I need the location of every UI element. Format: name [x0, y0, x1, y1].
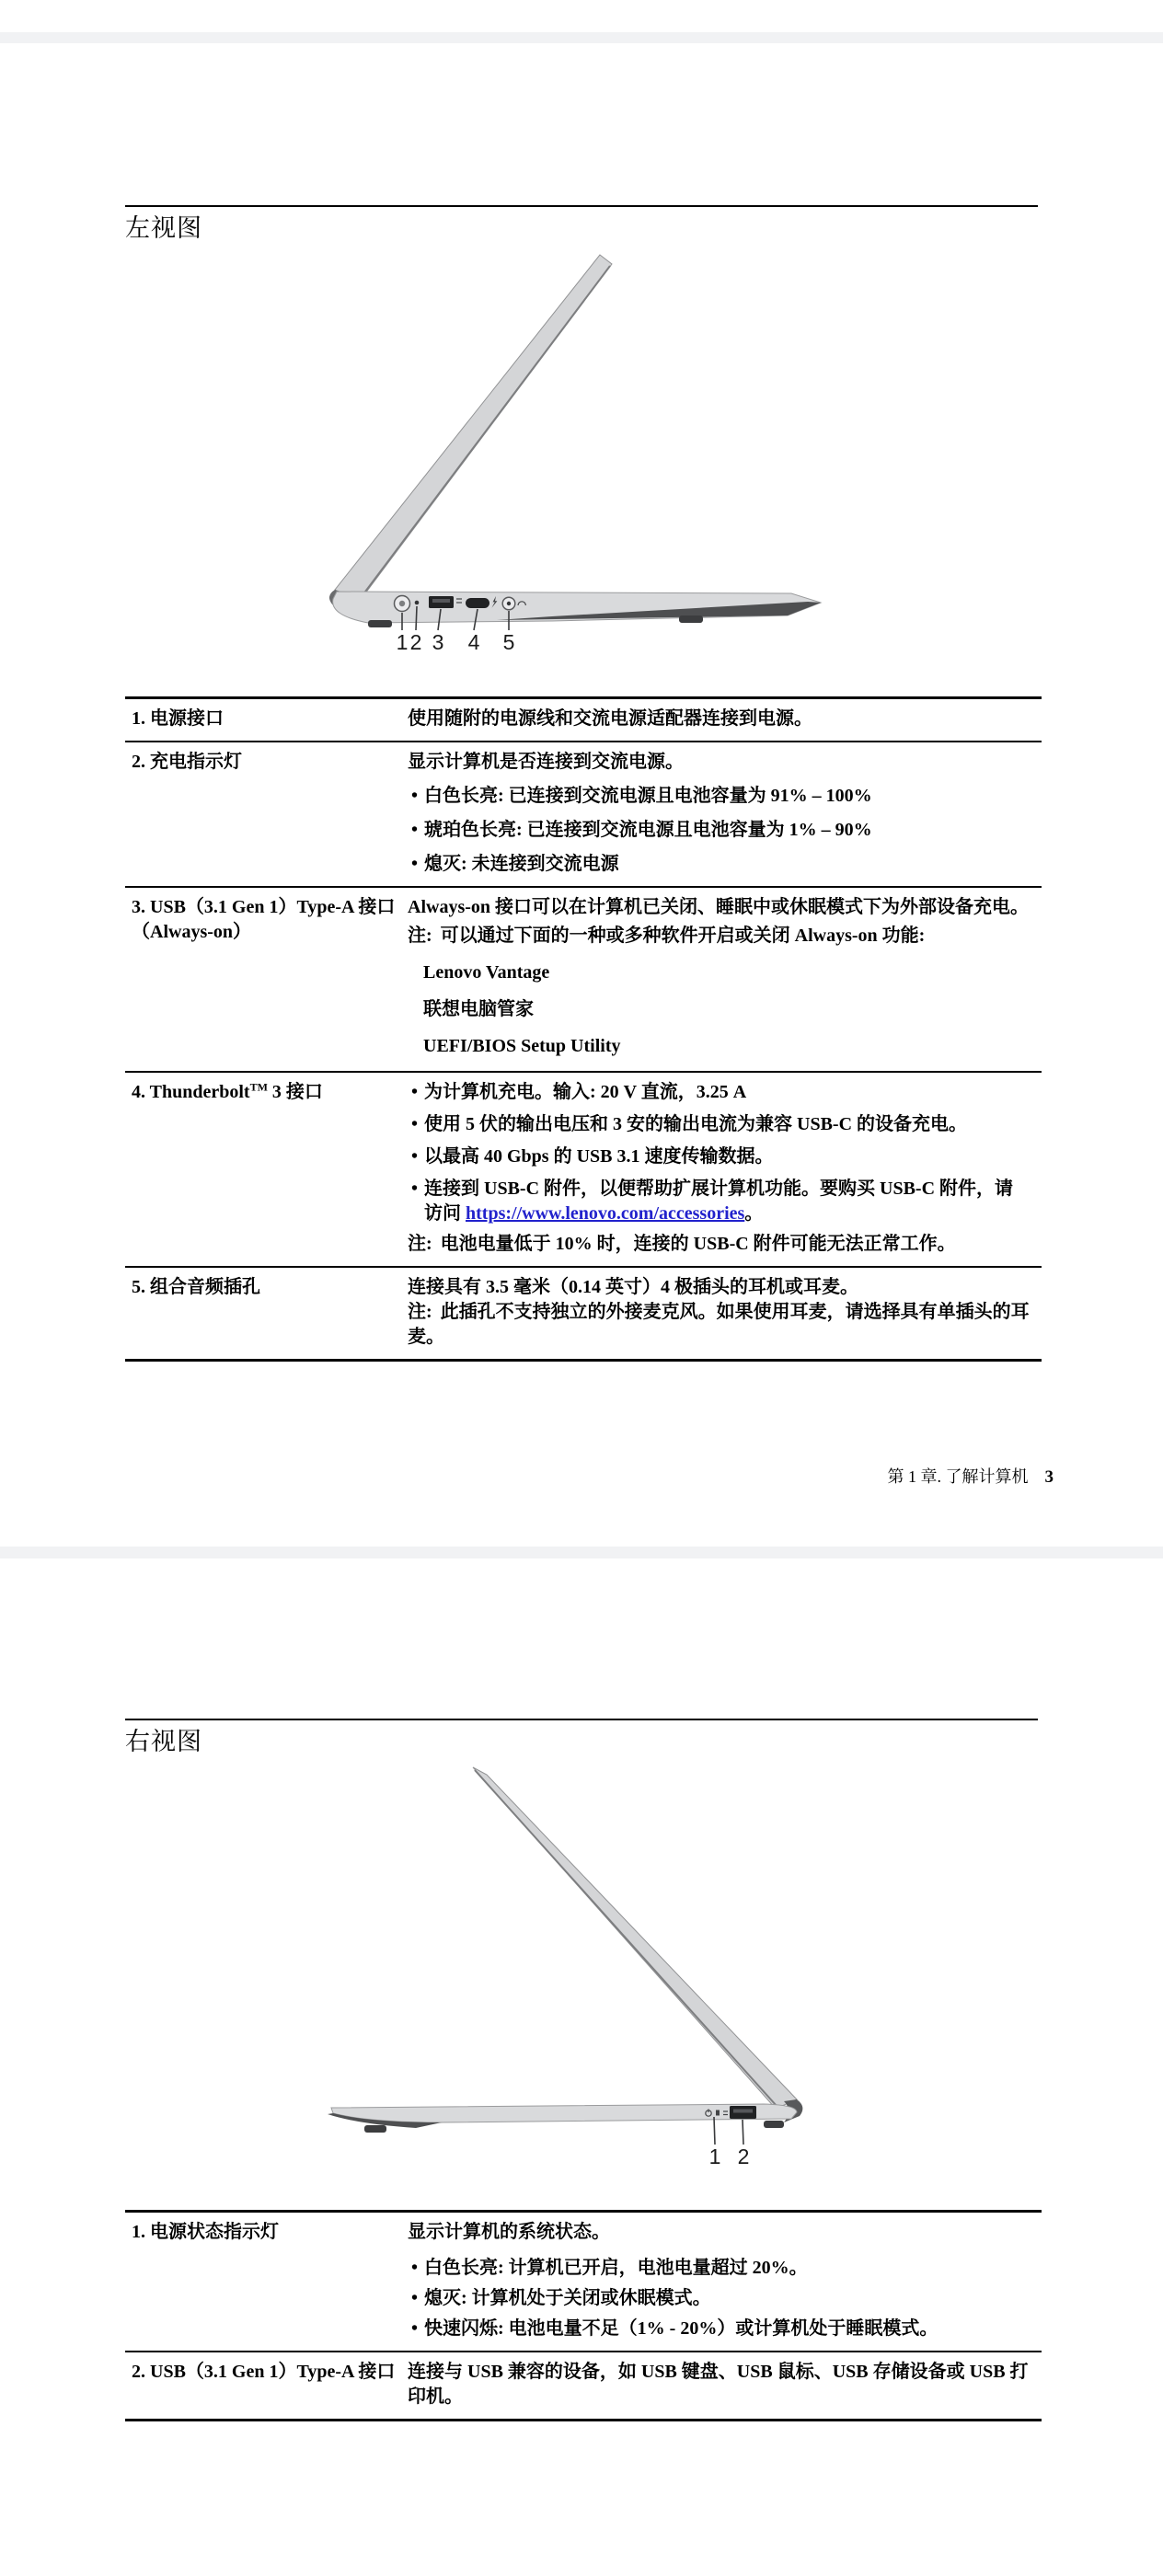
table-row	[125, 1071, 1042, 1266]
note-line: 注: 此插孔不支持独立的外接麦克风。如果使用耳麦，请选择具有单插头的耳麦。	[408, 1302, 1030, 1347]
row-description	[408, 888, 1042, 1071]
battery-led	[716, 2110, 720, 2116]
description-text: 使用随附的电源线和交流电源适配器连接到电源。	[408, 708, 812, 729]
callout-4: 4	[467, 630, 480, 654]
software-option: UEFI/BIOS Setup Utility	[423, 1036, 621, 1056]
page-separator-middle	[0, 1547, 1163, 1558]
description-text: 显示计算机的系统状态。	[408, 2222, 610, 2242]
row-description	[408, 1073, 1042, 1266]
row-label: 5. 组合音频插孔	[132, 1277, 260, 1297]
bullet-icon: •	[411, 820, 419, 840]
right-view-figure	[304, 1743, 929, 2168]
table-row	[125, 886, 1042, 1071]
footer-chapter-title: 第 1 章. 了解计算机	[887, 1467, 1029, 1486]
bullet-icon: •	[411, 786, 419, 806]
row-label: 2. 充电指示灯	[132, 752, 242, 772]
note-line: 注: 可以通过下面的一种或多种软件开启或关闭 Always-on 功能:	[408, 926, 926, 946]
lenovo-accessories-link[interactable]: https://www.lenovo.com/accessories	[466, 1203, 745, 1224]
list-item: • 白色长亮: 计算机已开启，电池电量超过 20%。	[408, 2256, 1036, 2281]
list-item: • 熄灭: 未连接到交流电源	[408, 852, 1036, 877]
callout-2: 2	[409, 630, 422, 654]
row-label: 4. Thunderbolt™ 3 接口	[132, 1080, 323, 1102]
laptop-lid	[335, 255, 612, 604]
bullet-icon: •	[411, 1179, 419, 1199]
list-item: • 为计算机充电。输入: 20 V 直流，3.25 A	[408, 1080, 1036, 1105]
row-label: 3. USB（3.1 Gen 1）Type-A 接口（Always-on）	[132, 897, 396, 942]
description-text: Always-on 接口可以在计算机已关闭、睡眠中或休眠模式下为外部设备充电。	[408, 897, 1030, 917]
table-row	[125, 2351, 1042, 2419]
list-item: • 熄灭: 计算机处于关闭或休眠模式。	[408, 2286, 1036, 2311]
bullet-icon: •	[411, 2258, 419, 2278]
note-label: 注:	[408, 1234, 432, 1254]
callout-3: 3	[432, 630, 444, 654]
power-connector	[395, 596, 410, 612]
description-text: 连接与 USB 兼容的设备，如 USB 键盘、USB 鼠标、USB 存储设备或 USB 打印机。	[408, 2362, 1029, 2407]
usb-a-port	[429, 596, 454, 608]
description-text: 显示计算机是否连接到交流电源。	[408, 752, 684, 772]
page-separator-top	[0, 32, 1163, 43]
description-text: 连接具有 3.5 毫米（0.14 英寸）4 极插头的耳机或耳麦。	[408, 1277, 858, 1297]
row-description	[408, 699, 1042, 741]
section-title-right-view: 右视图	[125, 1719, 1038, 1755]
charging-led	[415, 601, 420, 605]
laptop-left-side-illustration	[276, 225, 883, 658]
row-label: 1. 电源接口	[132, 708, 224, 729]
note-label: 注:	[408, 926, 432, 946]
bullet-icon: •	[411, 1114, 419, 1134]
bullet-icon: •	[411, 2318, 419, 2339]
rubber-foot	[764, 2121, 784, 2128]
rubber-foot	[368, 620, 392, 627]
row-description	[408, 2213, 1042, 2351]
note-label: 注:	[408, 1302, 432, 1322]
laptop-base	[328, 2104, 797, 2128]
left-view-figure	[276, 225, 883, 658]
callout-1: 1	[708, 2145, 721, 2168]
software-option: 联想电脑管家	[423, 999, 534, 1019]
row-description	[408, 1268, 1042, 1359]
software-option: Lenovo Vantage	[423, 962, 550, 983]
laptop-right-side-illustration	[304, 1743, 929, 2148]
row-label: 1. 电源状态指示灯	[132, 2222, 279, 2242]
laptop-lid	[473, 1767, 797, 2109]
callout-5: 5	[502, 630, 515, 654]
table-row	[125, 1266, 1042, 1359]
list-item: • 白色长亮: 已连接到交流电源且电池容量为 91% – 100%	[408, 784, 1036, 809]
rubber-foot	[679, 615, 703, 623]
list-item: • 使用 5 伏的输出电压和 3 安的输出电流为兼容 USB-C 的设备充电。	[408, 1112, 1036, 1137]
table-row	[125, 2213, 1042, 2351]
bullet-icon: •	[411, 1082, 419, 1102]
list-item: • 连接到 USB-C 附件，以便帮助扩展计算机功能。要购买 USB-C 附件，请访问 https://www.lenovo.com/accessories。	[408, 1177, 1036, 1226]
bullet-icon: •	[411, 1146, 419, 1167]
table-row	[125, 699, 1042, 741]
list-item: • 琥珀色长亮: 已连接到交流电源且电池容量为 1% – 90%	[408, 818, 1036, 843]
list-item: • 以最高 40 Gbps 的 USB 3.1 速度传输数据。	[408, 1144, 1036, 1169]
callout-2: 2	[737, 2145, 750, 2168]
row-description	[408, 2352, 1042, 2419]
trademark-superscript: TM	[249, 1080, 268, 1094]
footer-page-number: 3	[1044, 1467, 1054, 1487]
rubber-foot	[364, 2125, 386, 2133]
callout-leader-lines	[714, 2117, 743, 2145]
callout-1: 1	[396, 630, 409, 654]
row-label: 2. USB（3.1 Gen 1）Type-A 接口	[132, 2362, 396, 2382]
page-footer	[633, 1466, 1054, 1488]
bullet-icon: •	[411, 854, 419, 874]
left-view-spec-table	[125, 696, 1042, 1362]
list-item: • 快速闪烁: 电池电量不足（1% - 20%）或计算机处于睡眠模式。	[408, 2317, 1036, 2341]
usb-a-port	[730, 2106, 756, 2119]
bullet-icon: •	[411, 2288, 419, 2308]
usb-c-port	[466, 598, 489, 608]
section-title-left-view: 左视图	[125, 205, 1038, 242]
table-row	[125, 741, 1042, 886]
audio-jack	[502, 597, 515, 610]
row-description	[408, 742, 1042, 886]
right-view-spec-table	[125, 2210, 1042, 2421]
note-line: 注: 电池电量低于 10% 时，连接的 USB-C 附件可能无法正常工作。	[408, 1234, 956, 1254]
